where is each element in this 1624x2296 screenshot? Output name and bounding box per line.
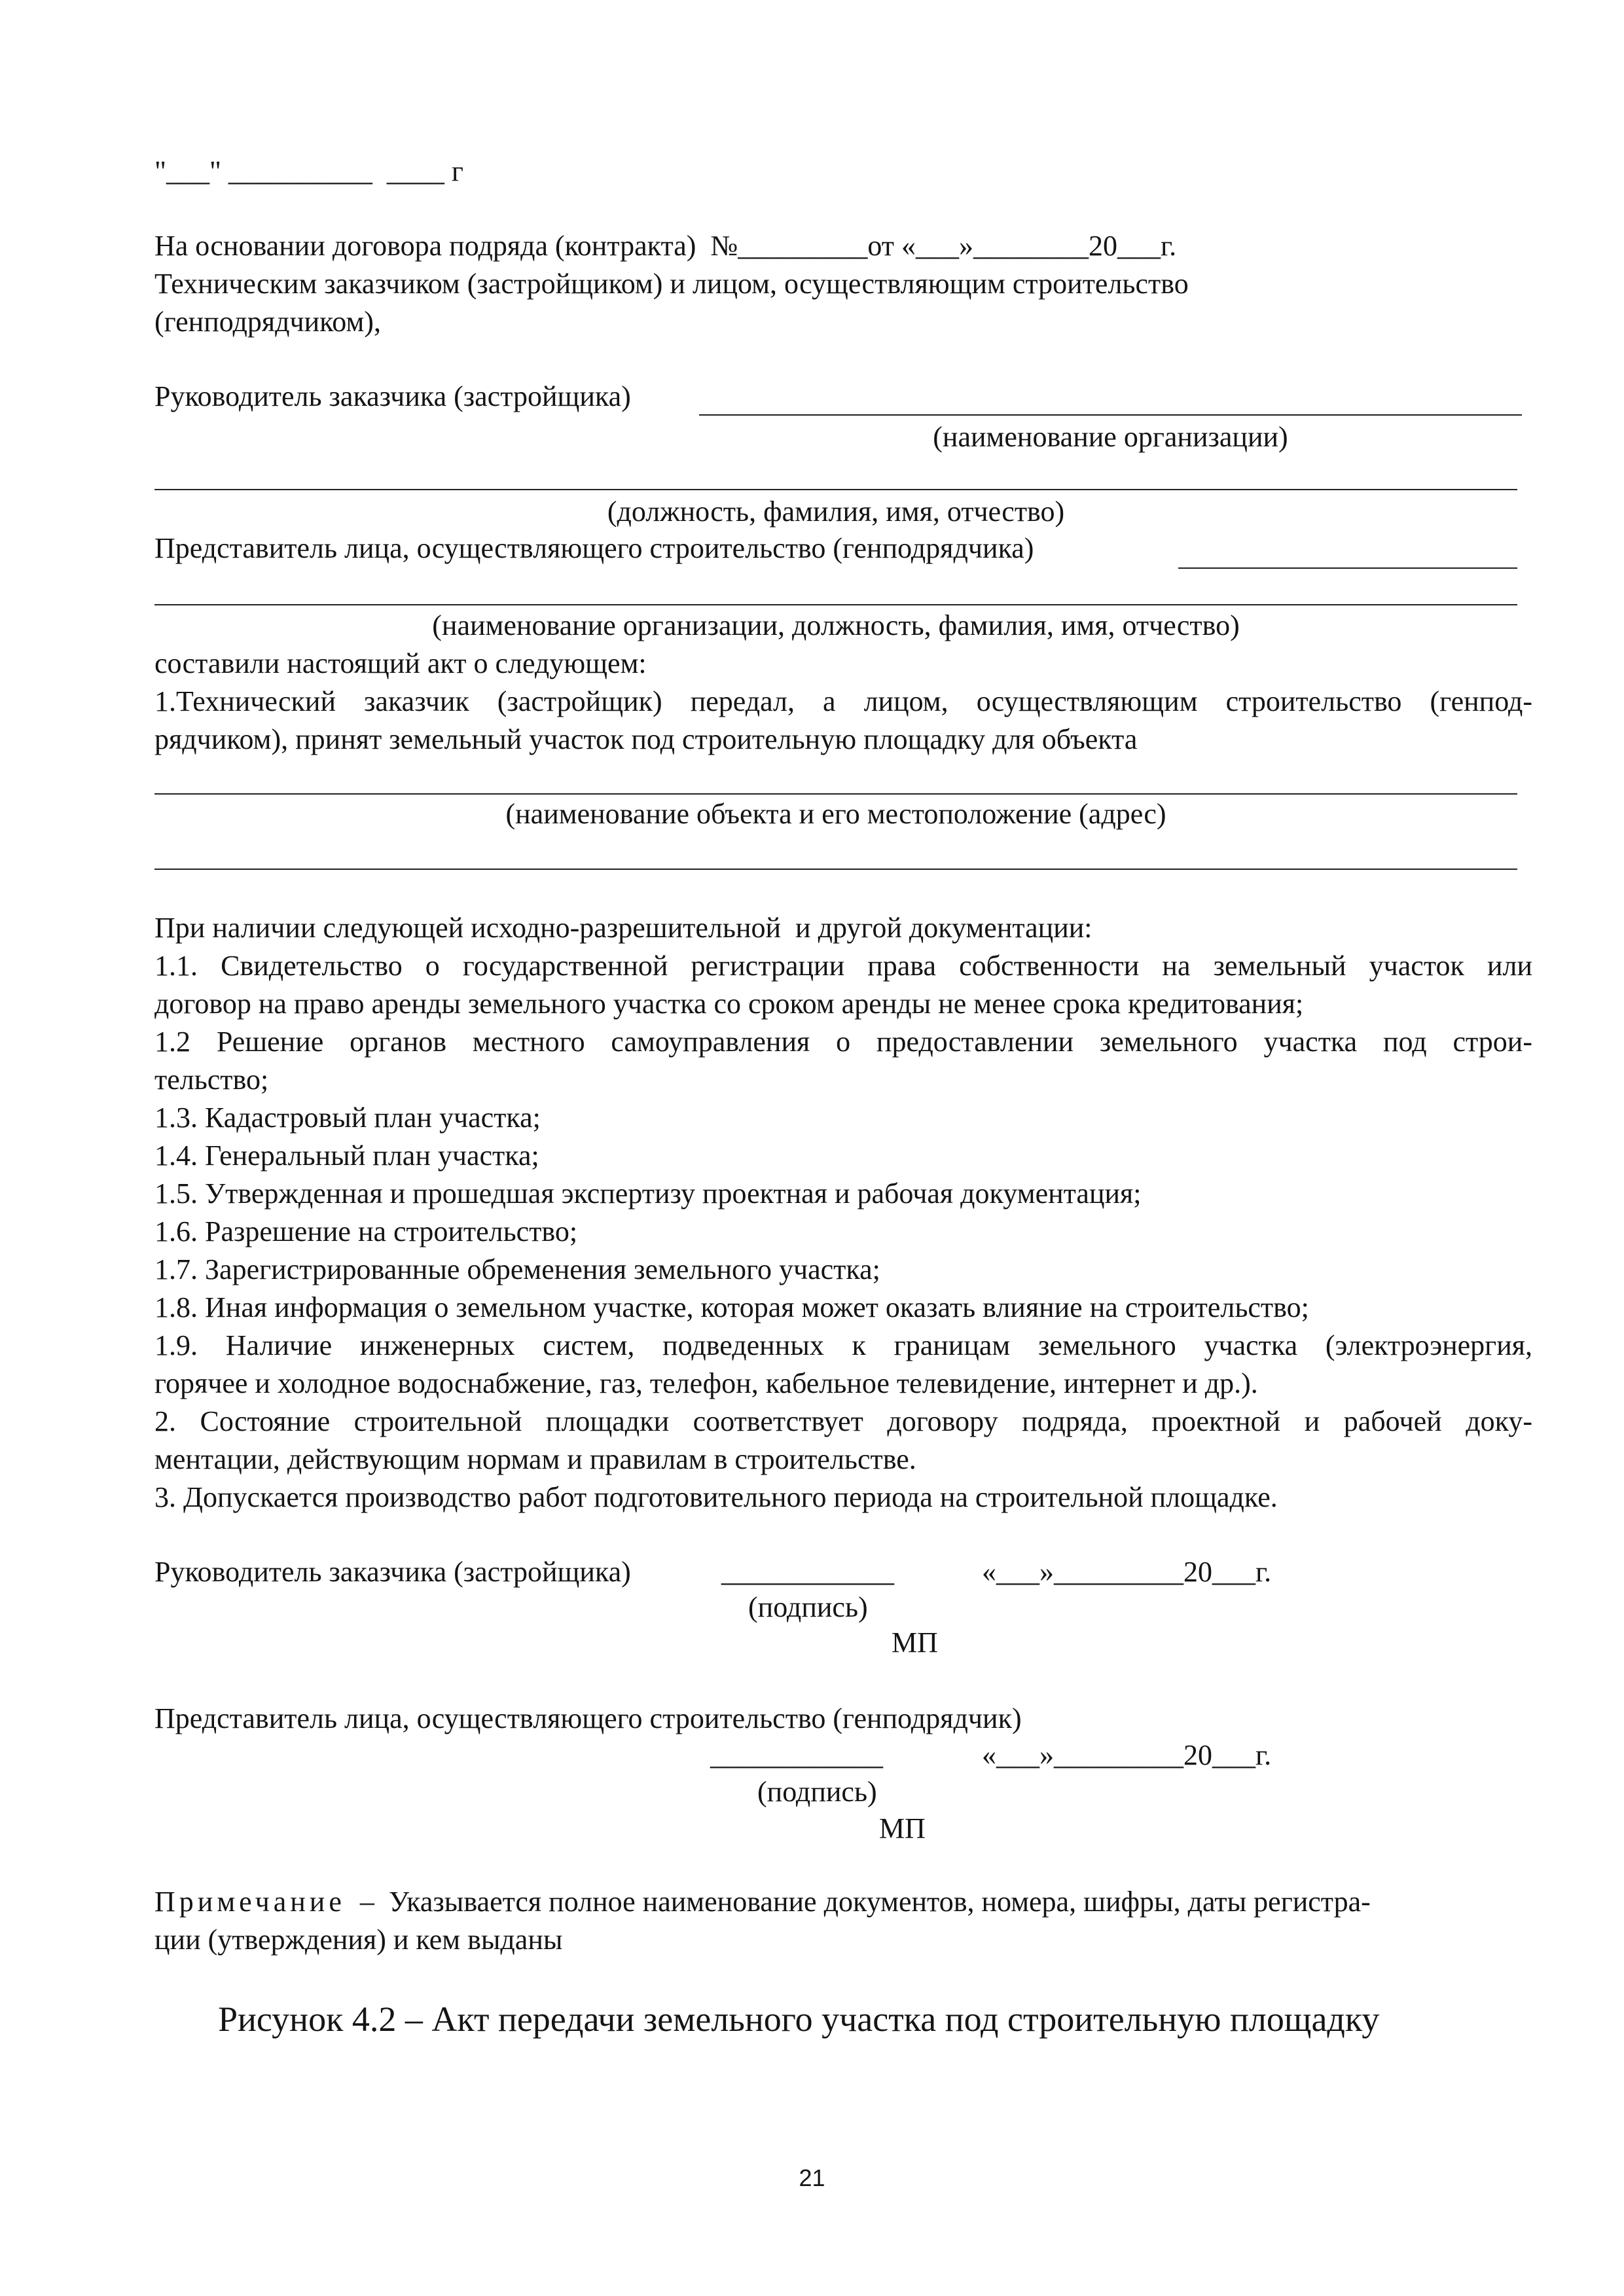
sign1-label: Руководитель заказчика (застройщика) bbox=[154, 1556, 631, 1588]
note-label: Примечание bbox=[154, 1886, 346, 1918]
parties-line: Техническим заказчиком (застройщиком) и лицом, осуществляющим строительство bbox=[154, 268, 1189, 300]
page-number: 21 bbox=[799, 2164, 825, 2191]
contractor-rep-label: Представитель лица, осуществляющего строительство (генподрядчика) bbox=[154, 532, 1034, 564]
doc-item-1-7: 1.7. Зарегистрированные обременения земельного участка; bbox=[154, 1253, 880, 1285]
act-item-3: 3. Допускается производство работ подготовительного периода на строительной площадке. bbox=[154, 1481, 1278, 1513]
doc-item-1-3: 1.3. Кадастровый план участка; bbox=[154, 1102, 541, 1134]
sign1-signature-blank: ____________ bbox=[721, 1556, 894, 1588]
contractor-blank-inline bbox=[1178, 567, 1517, 569]
doc-item-1-8: 1.8. Иная информация о земельном участке, которая может оказать влияние на строительство; bbox=[154, 1291, 1309, 1323]
doc-item-1-9: 1.9. Наличие инженерных систем, подведенных к границам земельного участка (электроэнергия, bbox=[154, 1329, 1532, 1361]
doc-item-1-1: 1.1. Свидетельство о государственной регистрации права собственности на земельный участок или bbox=[154, 950, 1532, 982]
sign1-stamp: МП bbox=[892, 1626, 938, 1659]
contract-basis-line: На основании договора подряда (контракта) №_________от «___»________20___г. bbox=[154, 230, 1177, 262]
doc-item-1-5: 1.5. Утвержденная и прошедшая экспертизу проектная и рабочая документация; bbox=[154, 1177, 1142, 1210]
doc-item-1-4: 1.4. Генеральный план участка; bbox=[154, 1139, 539, 1172]
customer-org-hint: (наименование организации) bbox=[933, 421, 1288, 453]
sign2-label: Представитель лица, осуществляющего строительство (генподрядчик) bbox=[154, 1702, 1022, 1734]
customer-person-hint: (должность, фамилия, имя, отчество) bbox=[607, 495, 1065, 528]
act-item-2: 2. Состояние строительной площадки соответствует договору подряда, проектной и рабочей доку- bbox=[154, 1405, 1532, 1437]
object-blank bbox=[154, 793, 1517, 795]
sign2-date: «___»_________20___г. bbox=[982, 1739, 1272, 1771]
note-text-cont: ции (утверждения) и кем выданы bbox=[154, 1924, 563, 1956]
sign2-signature-blank: ____________ bbox=[710, 1739, 883, 1771]
note-text: Указывается полное наименование документов, номера, шифры, даты регистра- bbox=[388, 1886, 1371, 1918]
sign1-date: «___»_________20___г. bbox=[982, 1556, 1272, 1588]
customer-head-label: Руководитель заказчика (застройщика) bbox=[154, 380, 631, 412]
doc-item-1-1-cont: договор на право аренды земельного участка со сроком аренды не менее срока кредитования; bbox=[154, 988, 1304, 1020]
act-item-1-cont: рядчиком), принят земельный участок под строительную площадку для объекта bbox=[154, 723, 1138, 755]
sign2-stamp: МП bbox=[879, 1812, 926, 1844]
docs-intro: При наличии следующей исходно-разрешительной и другой документации: bbox=[154, 912, 1092, 944]
act-intro: составили настоящий акт о следующем: bbox=[154, 647, 647, 679]
doc-item-1-2-cont: тельство; bbox=[154, 1064, 269, 1096]
note-line bbox=[154, 1885, 1371, 1919]
parties-line-cont: (генподрядчиком), bbox=[154, 306, 381, 338]
customer-org-blank bbox=[699, 414, 1522, 416]
act-item-1: 1.Технический заказчик (застройщик) передал, а лицом, осуществляющим строительство (генпод- bbox=[154, 685, 1532, 717]
object-blank-2 bbox=[154, 869, 1517, 870]
doc-item-1-9-cont: горячее и холодное водоснабжение, газ, телефон, кабельное телевидение, интернет и др.). bbox=[154, 1367, 1258, 1399]
sign2-signature-hint: (подпись) bbox=[757, 1776, 877, 1808]
sign1-signature-hint: (подпись) bbox=[748, 1591, 868, 1623]
doc-item-1-6: 1.6. Разрешение на строительство; bbox=[154, 1215, 578, 1247]
figure-caption: Рисунок 4.2 – Акт передачи земельного участка под строительную площадку bbox=[218, 2000, 1380, 2039]
contractor-hint: (наименование организации, должность, фамилия, имя, отчество) bbox=[432, 609, 1240, 641]
note-dash: – bbox=[359, 1886, 374, 1918]
object-hint: (наименование объекта и его местоположение (адрес) bbox=[505, 798, 1166, 830]
date-line: "___" __________ ____ г bbox=[154, 155, 463, 187]
contractor-blank bbox=[154, 604, 1517, 605]
customer-person-blank bbox=[154, 489, 1517, 490]
doc-item-1-2: 1.2 Решение органов местного самоуправления о предоставлении земельного участка под строи- bbox=[154, 1026, 1532, 1058]
act-item-2-cont: ментации, действующим нормам и правилам в строительстве. bbox=[154, 1443, 916, 1475]
